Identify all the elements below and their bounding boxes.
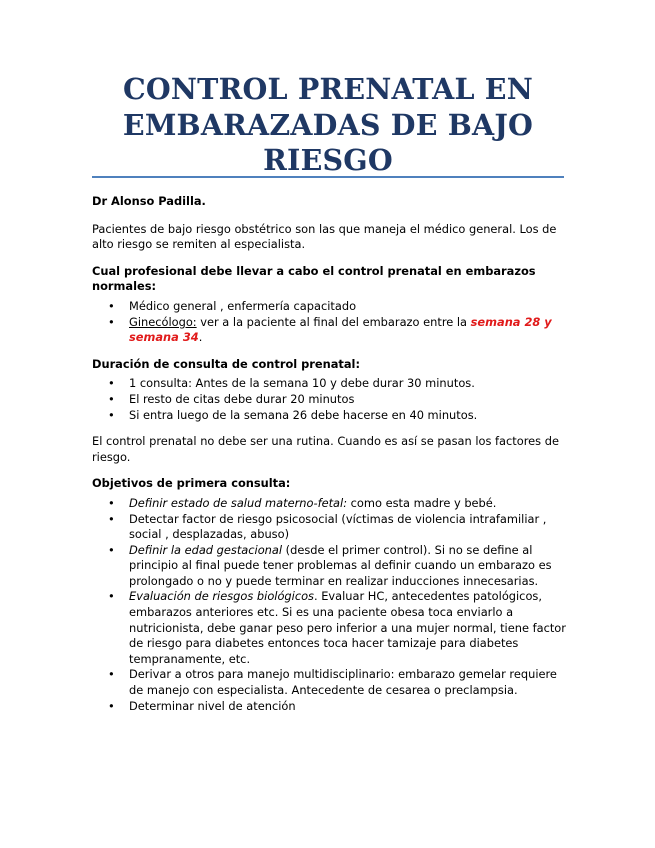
list-item: • 1 consulta: Antes de la semana 10 y debe durar 30 minutos. <box>129 376 566 392</box>
list-item-text: Médico general , enfermería capacitado <box>129 298 357 313</box>
section-heading-professional: Cual profesional debe llevar a cabo el control prenatal en embarazos normales: <box>92 263 536 294</box>
list-item: • Determinar nivel de atención <box>129 699 566 715</box>
title-line-1: CONTROL PRENATAL EN <box>123 72 533 106</box>
document-title <box>92 72 564 179</box>
list-item-emphasis: Definir estado de salud materno-fetal: <box>129 495 348 510</box>
document-body <box>92 194 566 725</box>
list-item <box>129 315 566 346</box>
list-item-text: . Evaluar HC, antecedentes patológicos, embarazos anteriores etc. Si es una paciente obesa toca enviarlo a nutricionista, debe ganar peso pero inferior a una mujer normal, tiene factor de riesgo para diabetes entonces toca hacer tamizaje para diabetes tempranamente, etc. <box>129 589 566 666</box>
list-item-text: como esta madre y bebé. <box>347 495 497 510</box>
list-item: • Detectar factor de riesgo psicosocial (víctimas de violencia intrafamiliar , social , desplazadas, abuso) <box>129 512 566 543</box>
list-item: • El resto de citas debe durar 20 minutos <box>129 392 566 408</box>
section-heading-objectives: Objetivos de primera consulta: <box>92 476 291 491</box>
gynecologist-label: Ginecólogo: <box>129 314 197 329</box>
list-item: • Derivar a otros para manejo multidisciplinario: embarazo gemelar requiere de manejo con especialista. Antecedente de cesarea o preclampsia. <box>129 667 566 698</box>
list-item-text: ver a la paciente al final del embarazo entre la <box>196 314 471 329</box>
list-item-text: (desde el primer control). Si no se define al principio al final puede tener problemas al definir cuando un embarazo es prolongado o no y puede terminar en realizar inducciones innecesarias. <box>129 542 552 588</box>
title-underline-rule <box>92 176 564 178</box>
duration-list <box>92 376 566 423</box>
highlight-weeks: semana 28 y semana 34 <box>129 314 552 345</box>
title-line-2: EMBARAZADAS DE BAJO <box>122 107 534 142</box>
list-item <box>129 496 566 512</box>
title-line-3: RIESGO <box>263 143 393 177</box>
list-item-end: . <box>198 330 203 345</box>
author-line: Dr Alonso Padilla. <box>92 194 206 208</box>
list-item <box>129 543 566 590</box>
note-paragraph: El control prenatal no debe ser una rutina. Cuando es así se pasan los factores de riesgo. <box>92 434 559 464</box>
list-item-emphasis: Definir la edad gestacional <box>129 542 283 557</box>
professional-list <box>92 299 566 346</box>
intro-paragraph: Pacientes de bajo riesgo obstétrico son las que maneja el médico general. Los de alto riesgo se remiten al especialista. <box>92 221 557 252</box>
list-item <box>129 589 566 667</box>
section-heading-duration: Duración de consulta de control prenatal: <box>92 356 361 371</box>
objectives-list <box>92 496 566 714</box>
list-item <box>129 299 566 315</box>
list-item-emphasis: Evaluación de riesgos biológicos <box>129 589 314 604</box>
list-item: • Si entra luego de la semana 26 debe hacerse en 40 minutos. <box>129 408 566 424</box>
